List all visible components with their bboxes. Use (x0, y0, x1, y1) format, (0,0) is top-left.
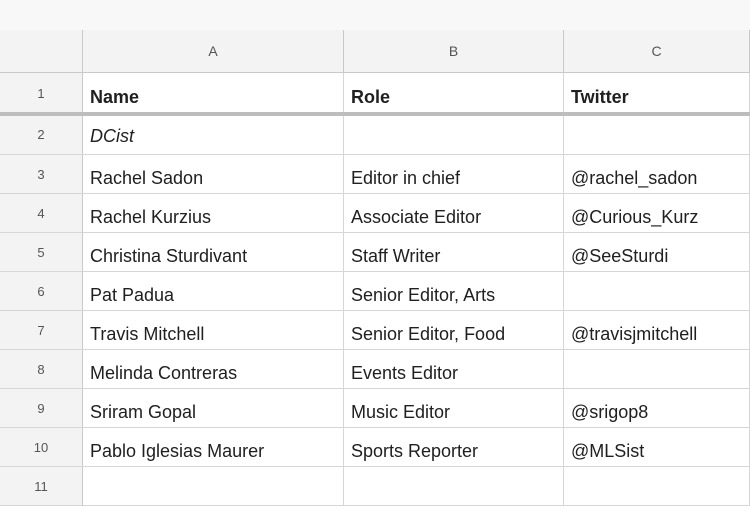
cell-c10[interactable]: @MLSist (564, 428, 750, 467)
cell-a9[interactable]: Sriram Gopal (83, 389, 344, 428)
cell-a11[interactable] (83, 467, 344, 506)
row-header-1[interactable]: 1 (0, 73, 83, 115)
select-all-corner[interactable] (0, 30, 83, 73)
column-header-c[interactable]: C (564, 30, 750, 73)
cell-a4[interactable]: Rachel Kurzius (83, 194, 344, 233)
cell-b6[interactable]: Senior Editor, Arts (344, 272, 564, 311)
row-header-10[interactable]: 10 (0, 428, 83, 467)
cell-b3[interactable]: Editor in chief (344, 155, 564, 194)
spreadsheet-grid (0, 30, 750, 511)
cell-b4[interactable]: Associate Editor (344, 194, 564, 233)
cell-c8[interactable] (564, 350, 750, 389)
row-header-4[interactable]: 4 (0, 194, 83, 233)
cell-c2[interactable] (564, 115, 750, 155)
row-header-5[interactable]: 5 (0, 233, 83, 272)
cell-a6[interactable]: Pat Padua (83, 272, 344, 311)
cell-a7[interactable]: Travis Mitchell (83, 311, 344, 350)
cell-b10[interactable]: Sports Reporter (344, 428, 564, 467)
row-header-3[interactable]: 3 (0, 155, 83, 194)
cell-b8[interactable]: Events Editor (344, 350, 564, 389)
frozen-row-divider[interactable] (0, 112, 750, 116)
cell-b5[interactable]: Staff Writer (344, 233, 564, 272)
cell-c3[interactable]: @rachel_sadon (564, 155, 750, 194)
cell-a3[interactable]: Rachel Sadon (83, 155, 344, 194)
column-header-a[interactable]: A (83, 30, 344, 73)
row-header-6[interactable]: 6 (0, 272, 83, 311)
cell-b2[interactable] (344, 115, 564, 155)
row-header-9[interactable]: 9 (0, 389, 83, 428)
cell-a5[interactable]: Christina Sturdivant (83, 233, 344, 272)
row-header-8[interactable]: 8 (0, 350, 83, 389)
cell-c11[interactable] (564, 467, 750, 506)
row-header-11[interactable]: 11 (0, 467, 83, 506)
cell-a1[interactable]: Name (83, 73, 344, 115)
row-header-7[interactable]: 7 (0, 311, 83, 350)
cell-c5[interactable]: @SeeSturdi (564, 233, 750, 272)
cell-c7[interactable]: @travisjmitchell (564, 311, 750, 350)
cell-b11[interactable] (344, 467, 564, 506)
cell-c1[interactable]: Twitter (564, 73, 750, 115)
cell-a8[interactable]: Melinda Contreras (83, 350, 344, 389)
cell-b9[interactable]: Music Editor (344, 389, 564, 428)
row-header-2[interactable]: 2 (0, 115, 83, 155)
column-header-b[interactable]: B (344, 30, 564, 73)
cell-c4[interactable]: @Curious_Kurz (564, 194, 750, 233)
cell-c6[interactable] (564, 272, 750, 311)
cell-a2[interactable]: DCist (83, 115, 344, 155)
cell-c9[interactable]: @srigop8 (564, 389, 750, 428)
cell-a10[interactable]: Pablo Iglesias Maurer (83, 428, 344, 467)
cell-b1[interactable]: Role (344, 73, 564, 115)
cell-b7[interactable]: Senior Editor, Food (344, 311, 564, 350)
